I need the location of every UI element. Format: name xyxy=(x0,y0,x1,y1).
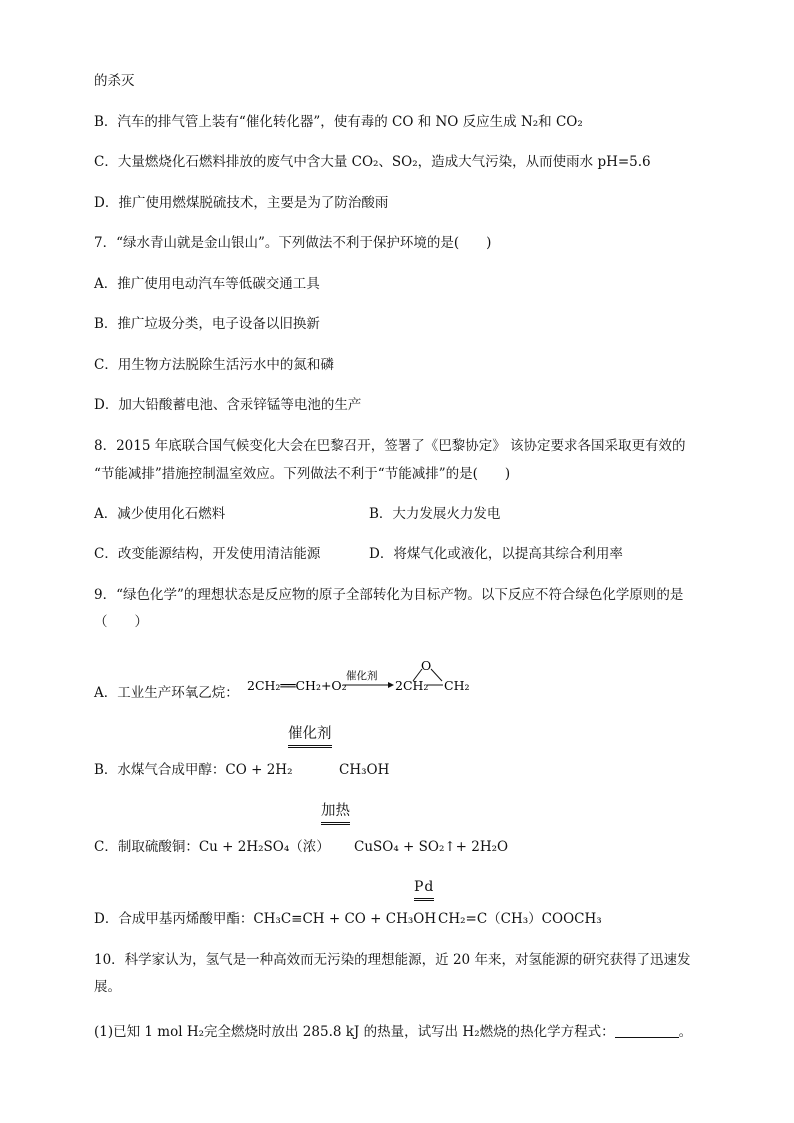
epoxide-oxygen: O xyxy=(421,658,432,673)
option-b-product: CH₃OH xyxy=(339,762,390,778)
text-line: 的杀灭 xyxy=(94,73,135,89)
option-a-q9-label: A．工业生产环氧乙烷： xyxy=(94,685,239,701)
option-b-q6: B．汽车的排气管上装有“催化转化器”，使有毒的 CO 和 NO 反应生成 N₂和 CO₂ xyxy=(94,114,583,130)
arrow-head-icon xyxy=(388,682,394,688)
epoxide-right: CH₂ xyxy=(444,678,470,693)
option-c-q9: C．制取硫酸铜：Cu + 2H₂SO₄（浓） xyxy=(94,839,330,855)
option-d-condition: Pd xyxy=(414,878,434,901)
part-1-text: (1)已知 1 mol H₂完全燃烧时放出 285.8 kJ 的热量，试写出 H₂燃烧的热化学方程式： xyxy=(94,1024,615,1040)
answer-blank[interactable] xyxy=(615,1023,679,1038)
option-b-q9: B．水煤气合成甲醇：CO + 2H₂ xyxy=(94,762,293,778)
epoxide-equation xyxy=(245,654,485,700)
question-8-line-1: 8．2015 年底联合国气候变化大会在巴黎召开，签署了《巴黎协定》 该协定要求各国采取更有效的 xyxy=(94,438,686,454)
option-d-q7: D．加大铅酸蓄电池、含汞锌锰等电池的生产 xyxy=(94,397,362,413)
question-10-line-1: 10．科学家认为，氢气是一种高效而无污染的理想能源，近 20 年来，对氢能源的研究获得了迅速发 xyxy=(94,952,691,968)
option-a-q7: A．推广使用电动汽车等低碳交通工具 xyxy=(94,276,320,292)
epoxide-bond-right xyxy=(431,669,442,681)
option-d-q9: D．合成甲基丙烯酸甲酯：CH₃C≡CH + CO + CH₃OH xyxy=(94,911,437,927)
question-10-part-1 xyxy=(94,1023,692,1041)
option-d-q8: D．将煤气化或液化，以提高其综合利用率 xyxy=(369,546,623,562)
part-1-end: 。 xyxy=(678,1024,693,1040)
option-d-q6: D．推广使用燃煤脱硫技术，主要是为了防治酸雨 xyxy=(94,195,389,211)
option-d-product: CH₂=C（CH₃）COOCH₃ xyxy=(438,911,602,927)
option-c-condition: 加热 xyxy=(321,802,350,825)
question-7: 7．“绿水青山就是金山银山”。下列做法不利于保护环境的是( ) xyxy=(94,235,492,251)
question-9-line-2: （ ） xyxy=(94,614,148,630)
epoxide-left: 2CH₂ xyxy=(395,678,429,693)
question-10-line-2: 展。 xyxy=(94,979,121,995)
option-b-q7: B．推广垃圾分类，电子设备以旧换新 xyxy=(94,316,320,332)
option-b-q8: B．大力发展火力发电 xyxy=(369,506,501,522)
option-c-q6: C．大量燃烧化石燃料排放的废气中含大量 CO₂、SO₂，造成大气污染，从而使雨水 pH=5.6 xyxy=(94,154,651,170)
option-c-q8: C．改变能源结构，开发使用清洁能源 xyxy=(94,546,321,562)
option-b-condition: 催化剂 xyxy=(288,725,332,748)
equation-reactants: 2CH₂══CH₂+O₂ xyxy=(247,678,347,693)
option-c-product: CuSO₄ + SO₂↑+ 2H₂O xyxy=(354,839,509,855)
catalyst-label: 催化剂 xyxy=(346,670,378,682)
option-c-q7: C．用生物方法脱除生活污水中的氮和磷 xyxy=(94,357,334,373)
question-8-line-2: “节能减排”措施控制温室效应。下列做法不利于“节能减排”的是( ) xyxy=(94,466,511,482)
option-a-q8: A．减少使用化石燃料 xyxy=(94,506,226,522)
question-9-line-1: 9．“绿色化学”的理想状态是反应物的原子全部转化为目标产物。以下反应不符合绿色化学原则的是 xyxy=(94,587,684,603)
